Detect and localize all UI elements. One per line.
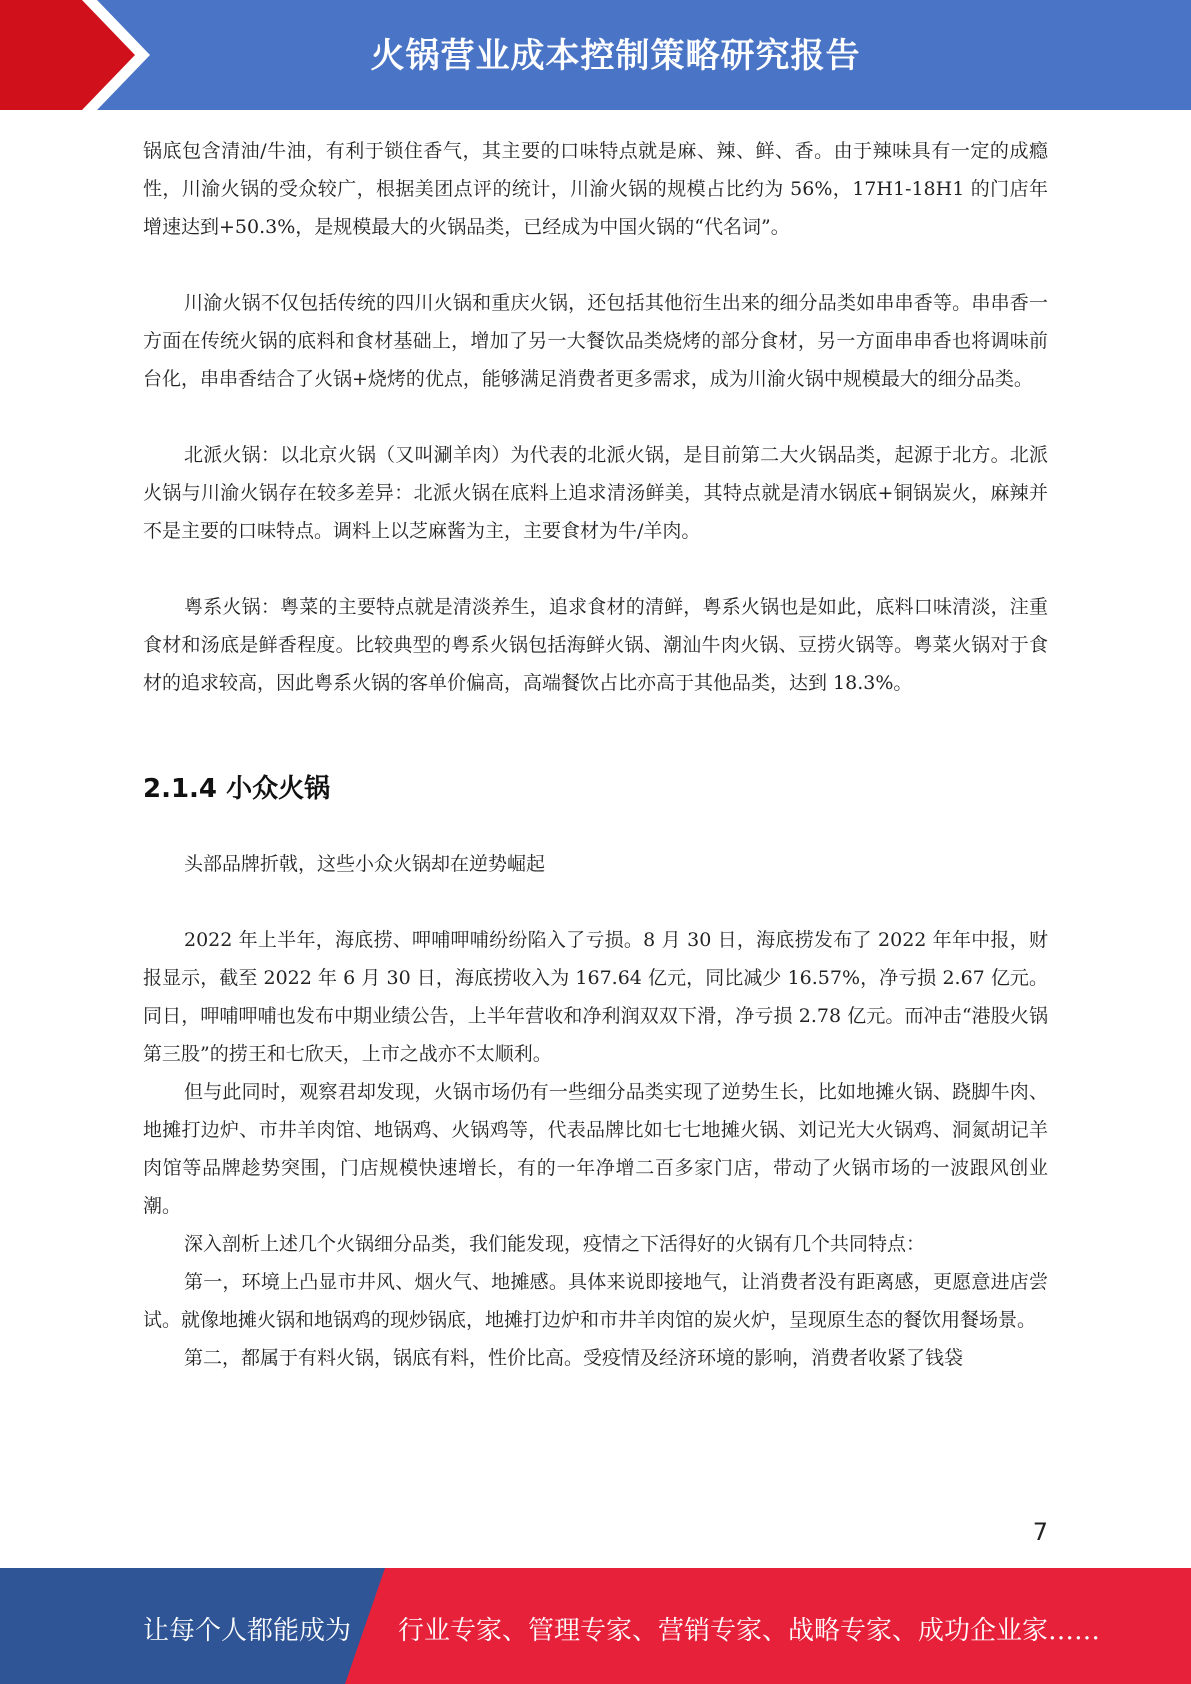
paragraph: 第二，都属于有料火锅，锅底有料，性价比高。受疫情及经济环境的影响，消费者收紧了钱袋 — [184, 1347, 964, 1369]
page-content — [143, 132, 1048, 1377]
paragraph: 但与此同时，观察君却发现，火锅市场仍有一些细分品类实现了逆势生长，比如地摊火锅、跷脚牛肉、地摊打边炉、市井羊肉馆、地锅鸡、火锅鸡等，代表品牌比如七七地摊火锅、刘记光大火锅鸡、洞氮胡记羊肉馆等品牌趁势突围，门店规模快速增长，有的一年净增二百多家门店，带动了火锅市场的一波跟风创业潮。 — [143, 1081, 1048, 1217]
footer-slogan-right: 行业专家、管理专家、营销专家、战略专家、成功企业家…… — [398, 1616, 1101, 1646]
section-heading: 2.1.4 小众火锅 — [143, 774, 331, 804]
page-number: 7 — [1032, 1518, 1048, 1546]
paragraph: 深入剖析上述几个火锅细分品类，我们能发现，疫情之下活得好的火锅有几个共同特点： — [184, 1233, 926, 1255]
paragraph: 川渝火锅不仅包括传统的四川火锅和重庆火锅，还包括其他衍生出来的细分品类如串串香等。串串香一方面在传统火锅的底料和食材基础上，增加了另一大餐饮品类烧烤的部分食材，另一方面串串香也将调味前台化，串串香结合了火锅+烧烤的优点，能够满足消费者更多需求，成为川渝火锅中规模最大的细分品类。 — [143, 292, 1048, 390]
footer-slogan-left: 让每个人都能成为 — [143, 1616, 352, 1646]
paragraph: 第一，环境上凸显市井风、烟火气、地摊感。具体来说即接地气，让消费者没有距离感，更愿意进店尝试。就像地摊火锅和地锅鸡的现炒锅底，地摊打边炉和市井羊肉馆的炭火炉，呈现原生态的餐饮用餐场景。 — [143, 1271, 1048, 1331]
report-title: 火锅营业成本控制策略研究报告 — [370, 36, 861, 76]
paragraph: 锅底包含清油/牛油，有利于锁住香气，其主要的口味特点就是麻、辣、鲜、香。由于辣味具有一定的成瘾性，川渝火锅的受众较广，根据美团点评的统计，川渝火锅的规模占比约为 56%，17H1-18H1 的门店年增速达到+50.3%，是规模最大的火锅品类，已经成为中国火锅的“代名词”。 — [143, 140, 1048, 238]
paragraph: 北派火锅：以北京火锅（又叫涮羊肉）为代表的北派火锅，是目前第二大火锅品类，起源于北方。北派火锅与川渝火锅存在较多差异：北派火锅在底料上追求清汤鲜美，其特点就是清水锅底+铜锅炭火，麻辣并不是主要的口味特点。调料上以芝麻酱为主，主要食材为牛/羊肉。 — [143, 444, 1048, 542]
header-banner — [0, 0, 1191, 110]
paragraph: 2022 年上半年，海底捞、呷哺呷哺纷纷陷入了亏损。8 月 30 日，海底捞发布了 2022 年年中报，财报显示，截至 2022 年 6 月 30 日，海底捞收入为 167.64 亿元，同比减少 16.57%，净亏损 2.67 亿元。同日，呷哺呷哺也发布中期业绩公告，上半年营收和净利润双双下滑，净亏损 2.78 亿元。而冲击“港股火锅第三股”的捞王和七欣天，上市之战亦不太顺利。 — [143, 929, 1048, 1065]
paragraph: 粤系火锅：粤菜的主要特点就是清淡养生，追求食材的清鲜，粤系火锅也是如此，底料口味清淡，注重食材和汤底是鲜香程度。比较典型的粤系火锅包括海鲜火锅、潮汕牛肉火锅、豆捞火锅等。粤菜火锅对于食材的追求较高，因此粤系火锅的客单价偏高，高端餐饮占比亦高于其他品类，达到 18.3%。 — [143, 596, 1048, 694]
section-subtitle: 头部品牌折戟，这些小众火锅却在逆势崛起 — [184, 853, 546, 875]
footer-banner — [0, 1568, 1191, 1684]
